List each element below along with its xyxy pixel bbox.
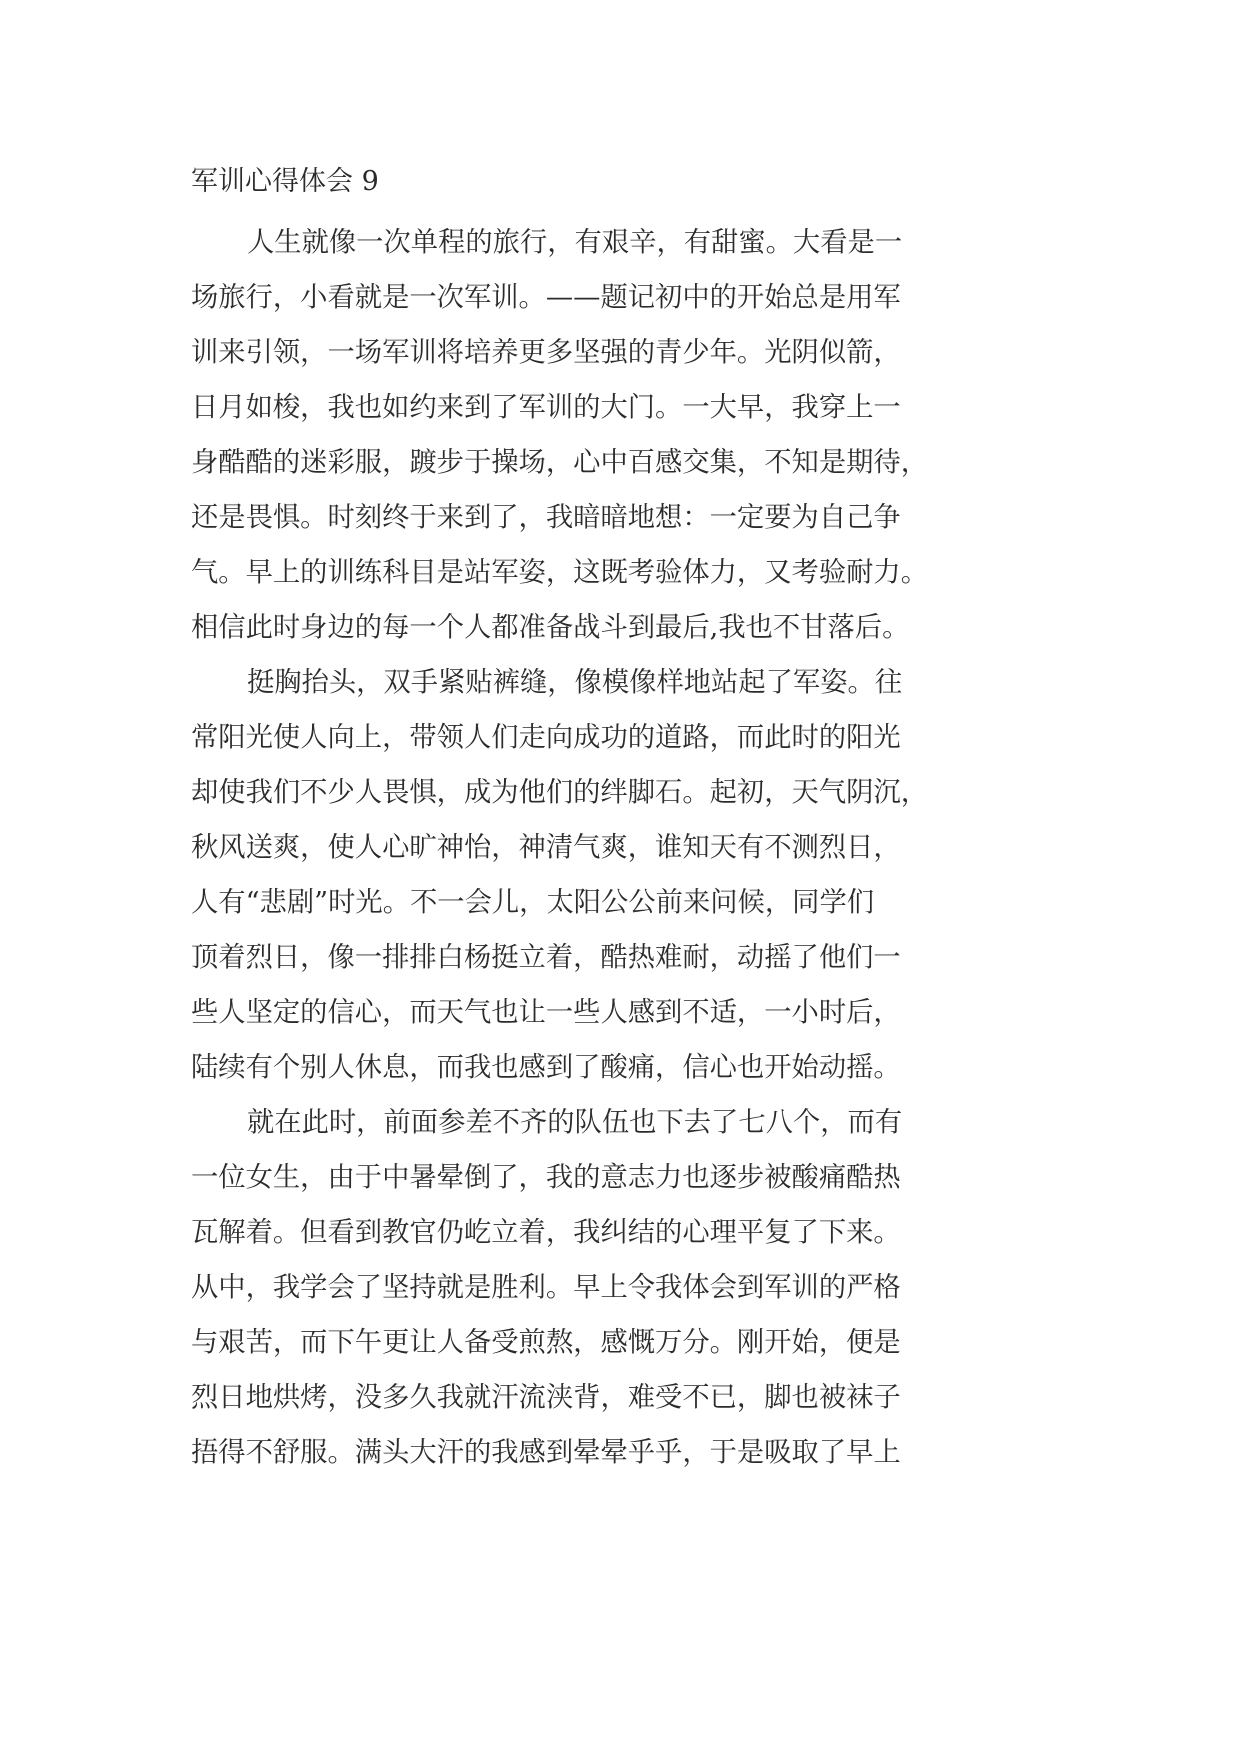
text-line: 常阳光使人向上，带领人们走向成功的道路，而此时的阳光 <box>191 722 901 753</box>
text-line: 瓦解着。但看到教官仍屹立着，我纠结的心理平复了下来。 <box>191 1217 901 1248</box>
text-line: 就在此时，前面参差不齐的队伍也下去了七八个，而有 <box>247 1107 903 1138</box>
text-line: 烈日地烘烤，没多久我就汗流浃背，难受不已，脚也被袜子 <box>191 1382 901 1413</box>
text-line: 却使我们不少人畏惧，成为他们的绊脚石。起初，天气阴沉， <box>191 777 929 808</box>
text-line: 顶着烈日，像一排排白杨挺立着，酷热难耐，动摇了他们一 <box>191 942 901 973</box>
text-line: 还是畏惧。时刻终于来到了，我暗暗地想：一定要为自己争 <box>191 502 901 533</box>
text-line: 训来引领，一场军训将培养更多坚强的青少年。光阴似箭， <box>191 337 901 368</box>
text-line: 一位女生，由于中暑晕倒了，我的意志力也逐步被酸痛酷热 <box>191 1162 901 1193</box>
text-line: 身酷酷的迷彩服，踱步于操场，心中百感交集，不知是期待， <box>191 447 929 478</box>
text-line: 人生就像一次单程的旅行，有艰辛，有甜蜜。大看是一 <box>247 227 903 258</box>
text-line: 相信此时身边的每一个人都准备战斗到最后,我也不甘落后。 <box>191 612 910 643</box>
text-line: 秋风送爽，使人心旷神怡，神清气爽，谁知天有不测烈日， <box>191 832 901 863</box>
text-line: 日月如梭，我也如约来到了军训的大门。一大早，我穿上一 <box>191 392 901 423</box>
text-line: 些人坚定的信心，而天气也让一些人感到不适，一小时后， <box>191 997 901 1028</box>
text-line: 人有“悲剧”时光。不一会儿，太阳公公前来问候，同学们 <box>191 887 875 918</box>
text-line: 气。早上的训练科目是站军姿，这既考验体力，又考验耐力。 <box>191 557 929 588</box>
text-line: 陆续有个别人休息，而我也感到了酸痛，信心也开始动摇。 <box>191 1052 901 1083</box>
text-line: 场旅行，小看就是一次军训。——题记初中的开始总是用军 <box>191 282 901 313</box>
text-line: 与艰苦，而下午更让人备受煎熬，感慨万分。刚开始，便是 <box>191 1327 901 1358</box>
text-line: 从中，我学会了坚持就是胜利。早上令我体会到军训的严格 <box>191 1272 901 1303</box>
text-line: 捂得不舒服。满头大汗的我感到晕晕乎乎，于是吸取了早上 <box>191 1437 901 1468</box>
text-line: 挺胸抬头，双手紧贴裤缝，像模像样地站起了军姿。往 <box>247 667 903 698</box>
document-body <box>191 215 1071 1480</box>
document-title: 军训心得体会 9 <box>191 166 379 197</box>
